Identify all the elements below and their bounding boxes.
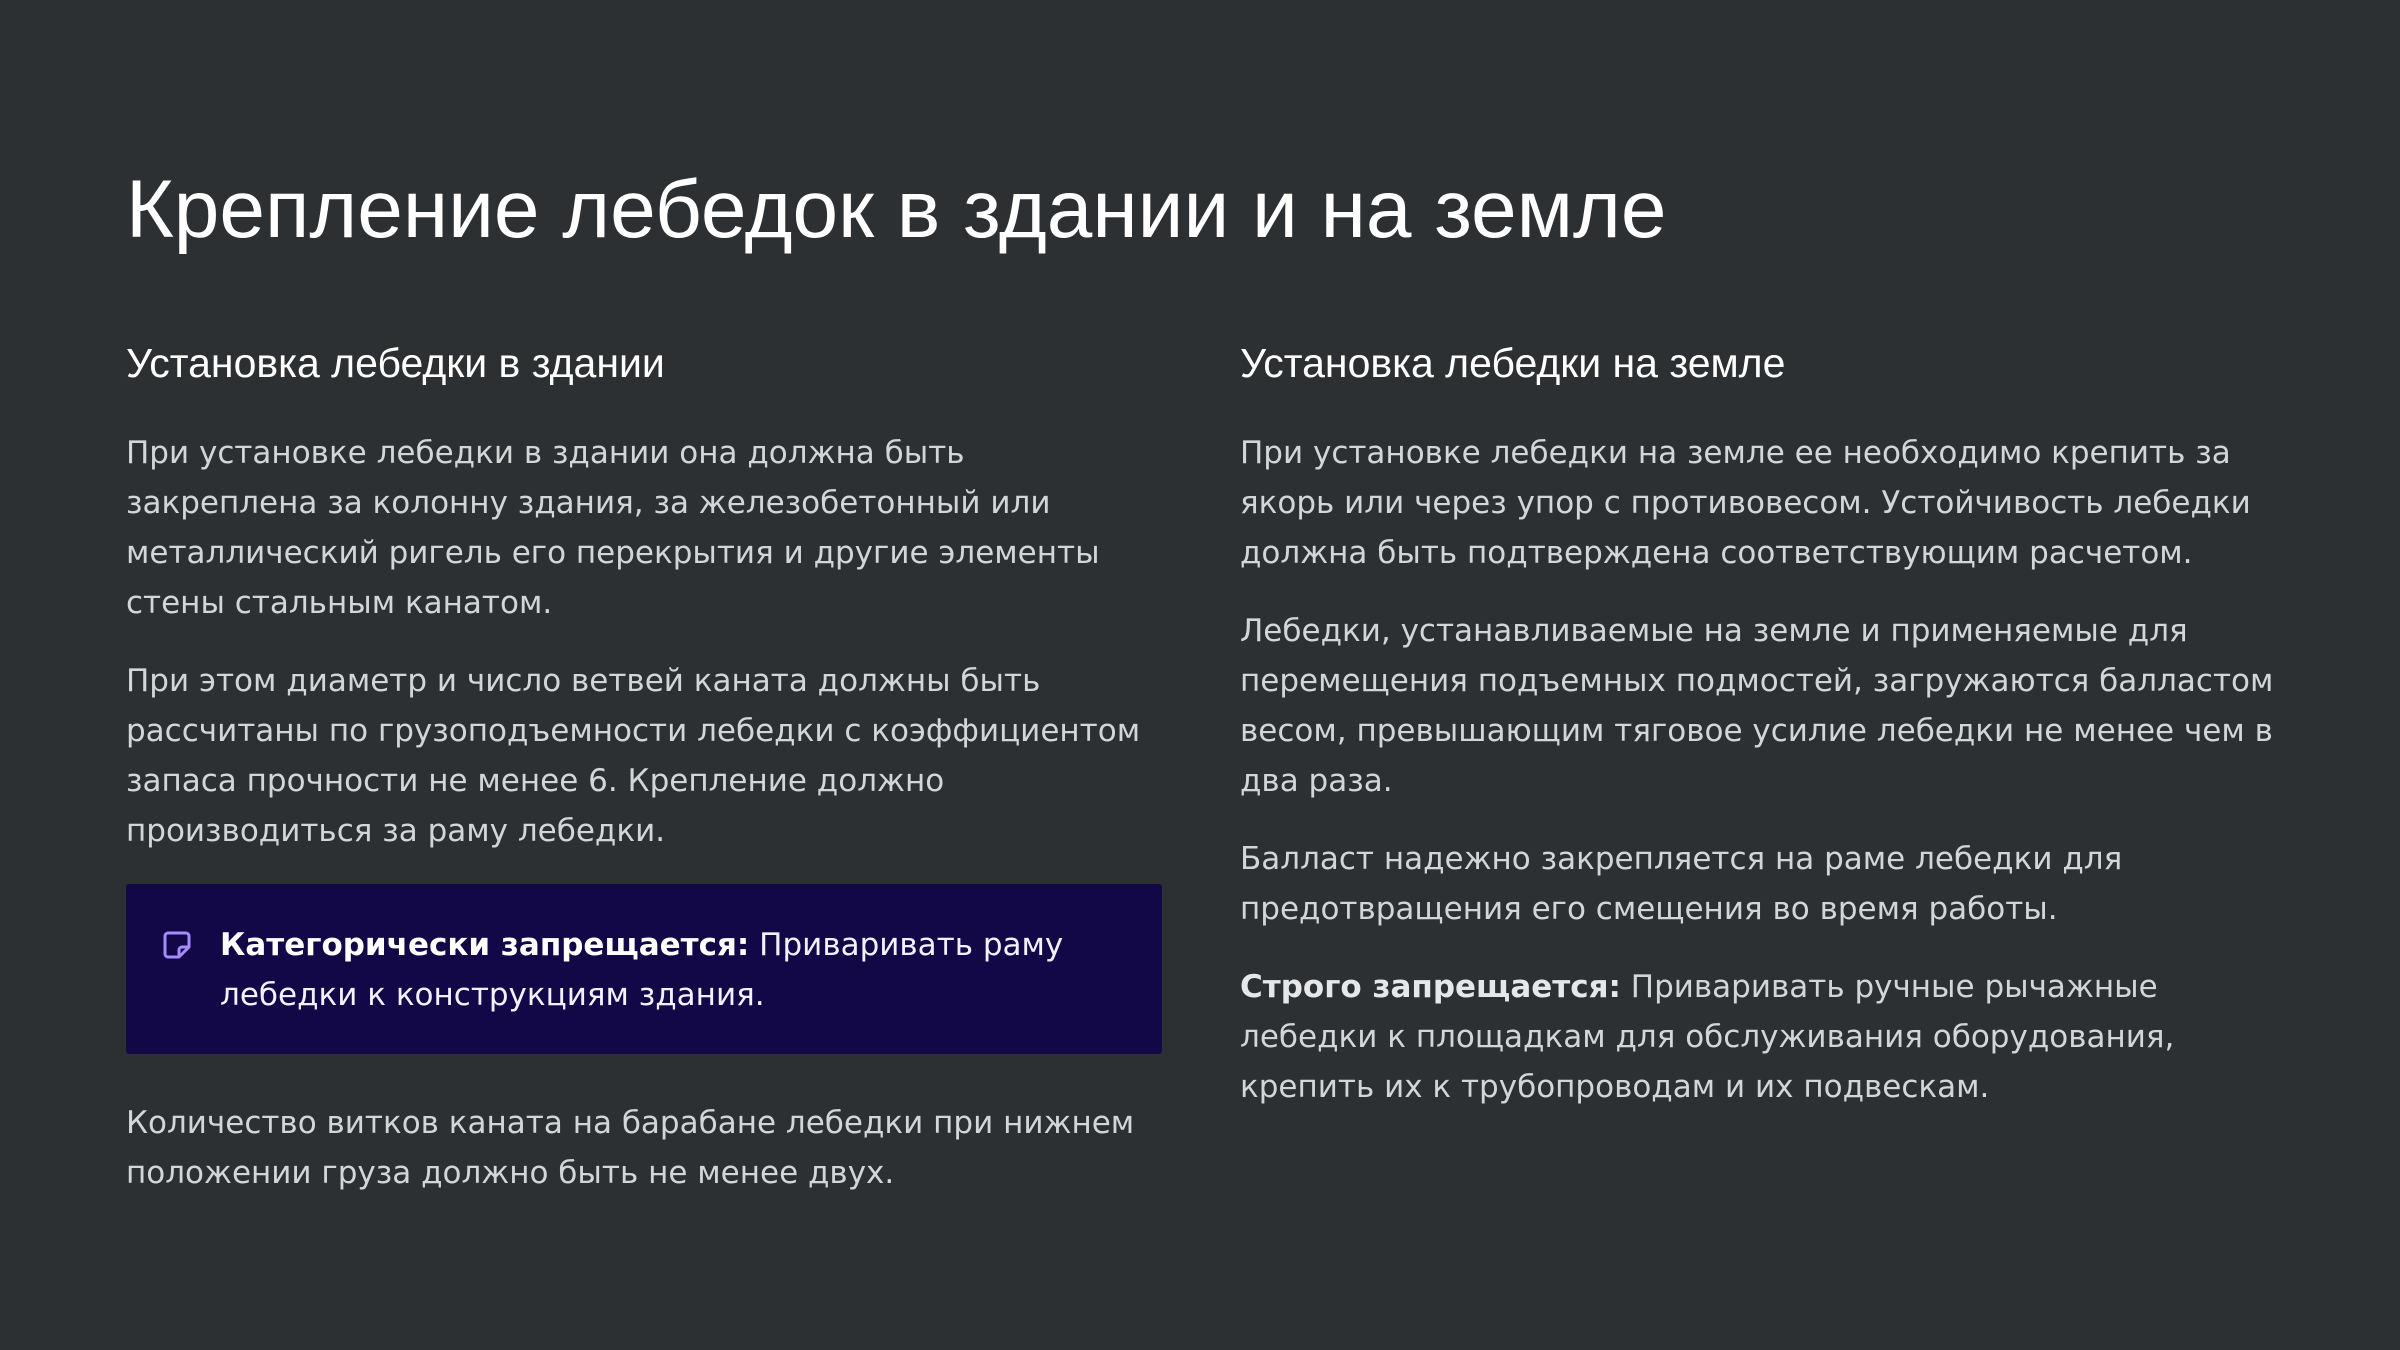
slide-title: Крепление лебедок в здании и на земле (126, 164, 1667, 255)
right-paragraph-1: При установке лебедки на земле ее необходимо крепить за якорь или через упор с противовесом. Устойчивость лебедки должна быть подтверждена соответствующим расчетом. (1240, 435, 2251, 571)
right-paragraph-2: Лебедки, устанавливаемые на земле и применяемые для перемещения подъемных подмостей, загружаются балластом весом, превышающим тяговое усилие лебедки не менее чем в два раза. (1240, 613, 2274, 799)
right-paragraph-3: Балласт надежно закрепляется на раме лебедки для предотвращения его смещения во время работы. (1240, 841, 2123, 927)
callout-label: Категорически запрещается: (220, 927, 750, 963)
right-paragraph-4 (1240, 962, 2274, 1112)
callout-body: Приваривать раму лебедки к конструкциям здания. (220, 927, 1064, 1013)
callout-text (220, 920, 1122, 1020)
right-column (1240, 336, 2274, 1226)
content-columns (126, 336, 2274, 1226)
left-column (126, 336, 1162, 1226)
note-icon (162, 930, 192, 960)
left-paragraph-3: Количество витков каната на барабане лебедки при нижнем положении груза должно быть не менее двух. (126, 1105, 1135, 1191)
prohibition-label: Строго запрещается: (1240, 969, 1621, 1005)
warning-callout (126, 884, 1162, 1054)
left-paragraph-2: При этом диаметр и число ветвей каната должны быть рассчитаны по грузоподъемности лебедки с коэффициентом запаса прочности не менее 6. Крепление должно производиться за раму лебедки. (126, 663, 1141, 849)
right-column-heading: Установка лебедки на земле (1240, 340, 1786, 386)
left-paragraph-1: При установке лебедки в здании она должна быть закреплена за колонну здания, за железобетонный или металлический ригель его перекрытия и другие элементы стены стальным канатом. (126, 435, 1100, 621)
prohibition-text: Приваривать ручные рычажные лебедки к площадкам для обслуживания оборудования, крепить их к трубопроводам и их подвескам. (1240, 969, 2175, 1105)
left-column-heading: Установка лебедки в здании (126, 340, 665, 386)
